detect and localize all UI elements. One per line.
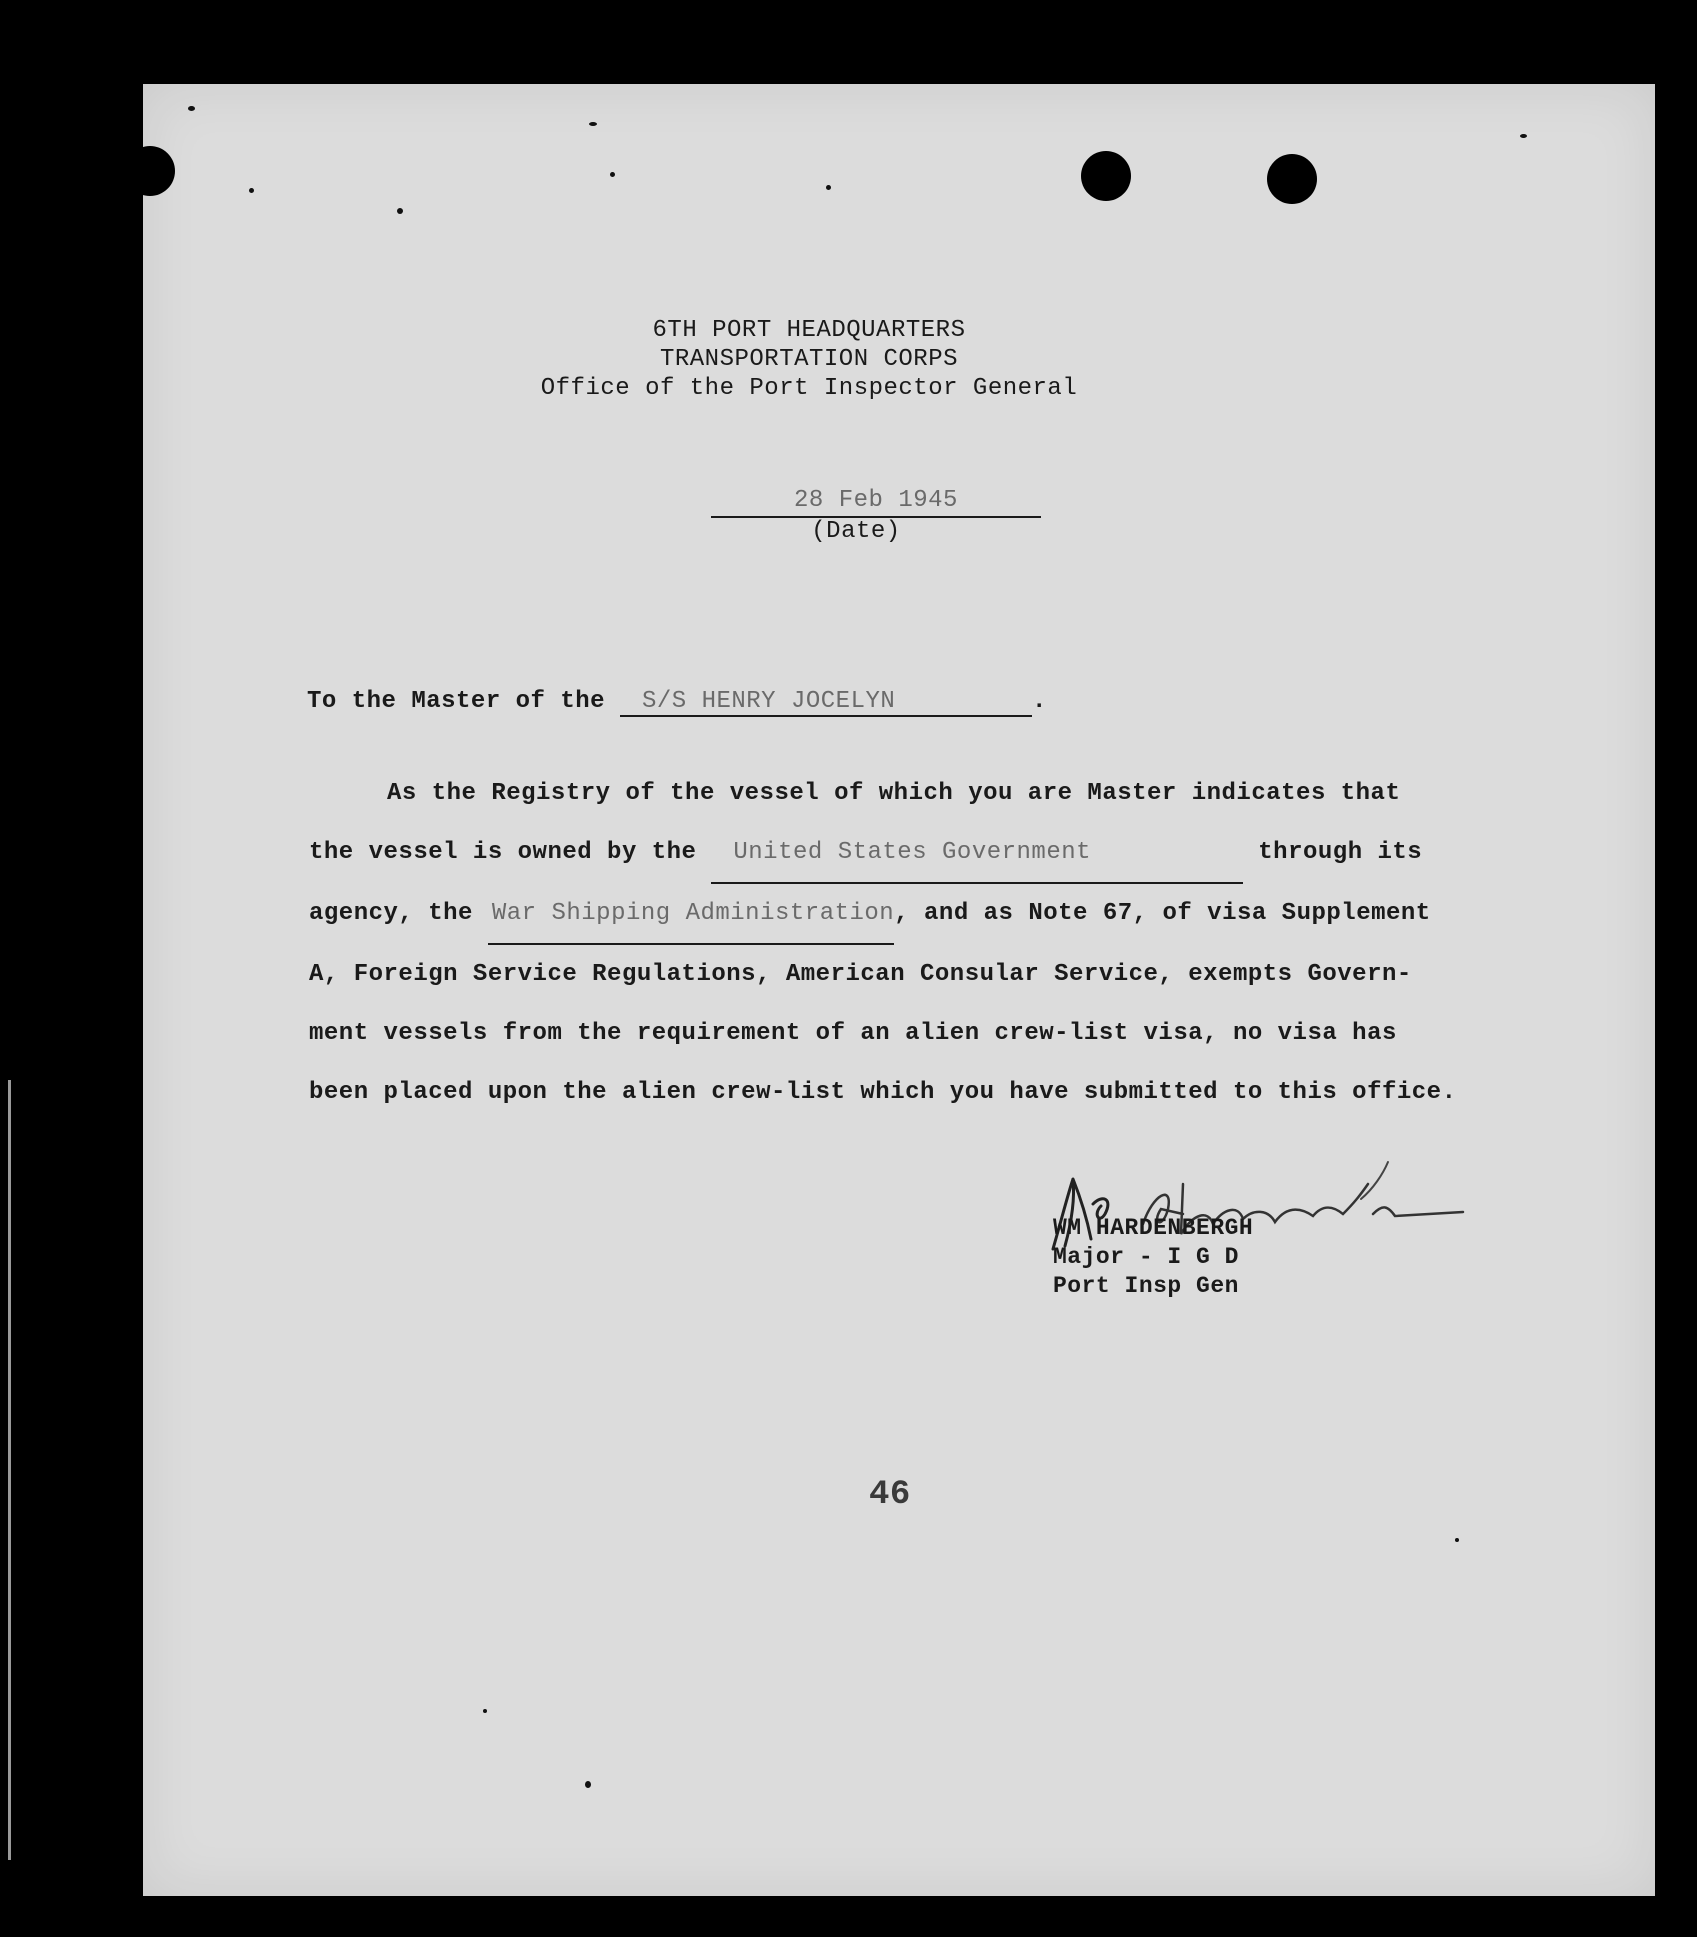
vessel-name: S/S HENRY JOCELYN (620, 688, 1032, 717)
date-field (711, 486, 1041, 546)
punch-hole-center (1081, 151, 1131, 201)
agency-name: War Shipping Administration (488, 884, 894, 945)
signer-rank: Major - I G D (1053, 1244, 1239, 1270)
body-line-3-start: agency, the (309, 900, 473, 927)
owner-name: United States Government (711, 823, 1243, 884)
body-paragraph (309, 764, 1549, 1122)
page-number: 46 (869, 1476, 911, 1514)
punch-hole-left (125, 146, 175, 196)
body-line-3-end: , and as Note 67, of visa Supplement (894, 900, 1431, 927)
body-line-5: ment vessels from the requirement of an alien crew-list visa, no visa has (309, 1020, 1397, 1047)
letterhead-line-2: TRANSPORTATION CORPS (659, 346, 959, 373)
body-line-1: As the Registry of the vessel of which you are Master indicates that (387, 780, 1401, 807)
letterhead (143, 316, 1655, 403)
speck-mark (610, 172, 615, 177)
signer-name: WM HARDENBERGH (1053, 1215, 1254, 1241)
body-line-3 (309, 884, 1549, 945)
addressee-line (307, 688, 1047, 717)
paper-sheet (143, 84, 1655, 1896)
speck-mark (1520, 134, 1527, 138)
speck-mark (483, 1709, 487, 1713)
speck-mark (1455, 1538, 1459, 1542)
speck-mark (397, 208, 403, 214)
speck-mark (826, 185, 831, 190)
addressee-prefix: To the Master of the (307, 688, 606, 715)
signer-title: Port Insp Gen (1053, 1273, 1239, 1299)
letterhead-line-3: Office of the Port Inspector General (540, 375, 1078, 402)
speck-mark (585, 1781, 591, 1788)
body-line-2-end: through its (1258, 839, 1423, 866)
date-value: 28 Feb 1945 (711, 486, 1041, 518)
signature-block (1053, 1214, 1253, 1301)
body-line-2-start: the vessel is owned by the (309, 839, 697, 866)
speck-mark (188, 106, 195, 111)
speck-mark (589, 122, 597, 126)
addressee-suffix: . (1031, 688, 1047, 715)
body-line-4: A, Foreign Service Regulations, American Consular Service, exempts Govern- (309, 961, 1412, 988)
body-line-6: been placed upon the alien crew-list which you have submitted to this office. (309, 1079, 1457, 1106)
body-line-2 (309, 823, 1549, 884)
date-label: (Date) (811, 518, 901, 545)
speck-mark (249, 188, 254, 193)
scan-edge-line (8, 1080, 11, 1860)
punch-hole-right (1267, 154, 1317, 204)
letterhead-line-1: 6TH PORT HEADQUARTERS (652, 317, 966, 344)
